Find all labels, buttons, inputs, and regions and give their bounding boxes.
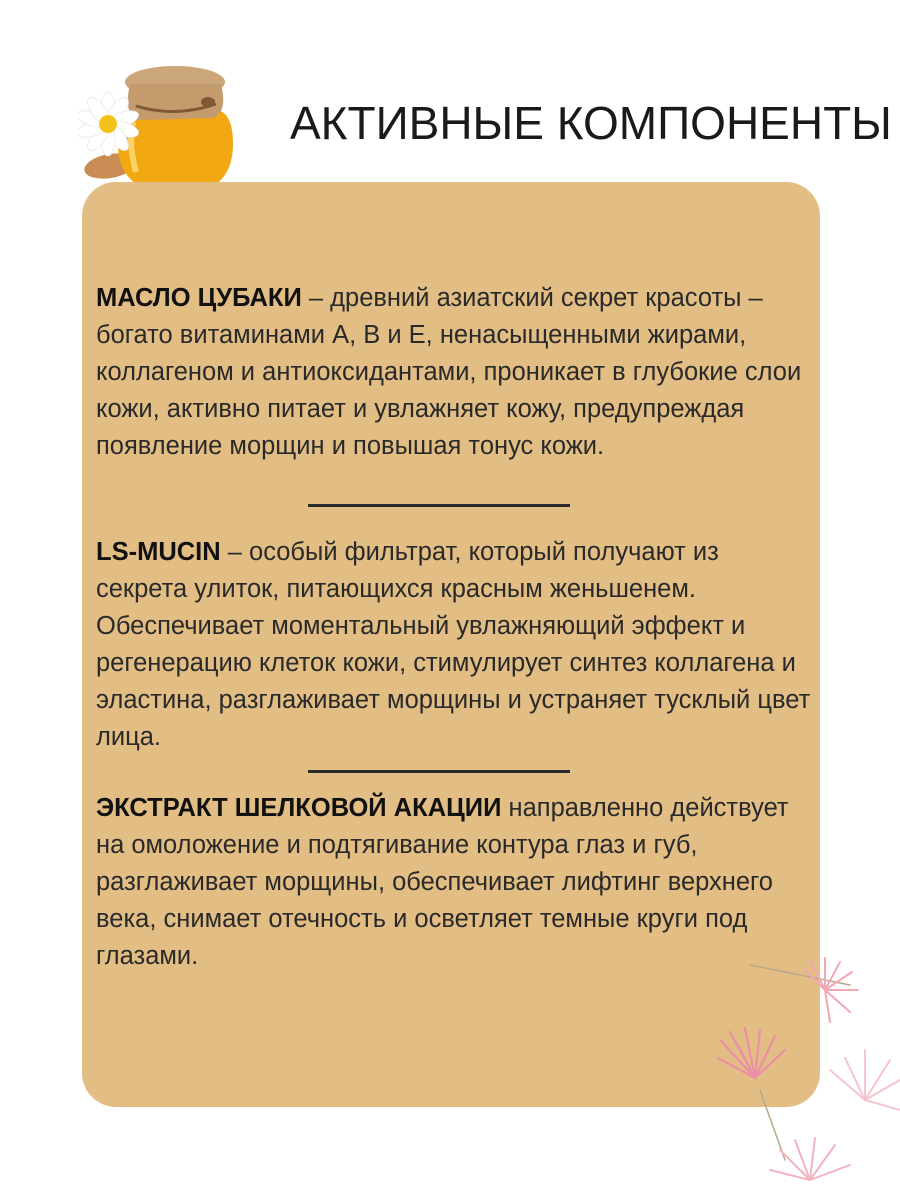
component-name: МАСЛО ЦУБАКИ	[96, 284, 302, 312]
component-text: – особый фильтрат, который получают из секрета улиток, питающихся красным женьшенем. Обеспечивает моментальный увлажняющий эффект и регенерацию клеток кожи, стимулирует синтез коллагена и эластина, разглаживает морщины и устраняет тусклый цвет лица.	[96, 538, 811, 751]
divider	[308, 504, 570, 507]
divider	[308, 770, 570, 773]
silk-acacia-flower-icon	[700, 950, 900, 1200]
component-text: – древний азиатский секрет красоты – богато витаминами A, B и E, ненасыщенными жирами, коллагеном и антиоксидантами, проникает в глубокие слои кожи, активно питает и увлажняет кожу, предупреждая появление морщин и повышая тонус кожи.	[96, 284, 802, 460]
component-description	[96, 534, 812, 756]
component-text: направленно действует на омоложение и подтягивание контура глаз и губ, разглаживает морщины, обеспечивает лифтинг верхнего века, снимает отечность и осветляет темные круги под глазами.	[96, 794, 789, 970]
component-description	[96, 280, 812, 465]
component-description	[96, 790, 812, 975]
page-title: АКТИВНЫЕ КОМПОНЕНТЫ	[290, 97, 892, 149]
component-name: ЭКСТРАКТ ШЕЛКОВОЙ АКАЦИИ	[96, 794, 502, 822]
honey-jar-decoration	[78, 44, 248, 204]
component-name: LS-MUCIN	[96, 538, 221, 566]
